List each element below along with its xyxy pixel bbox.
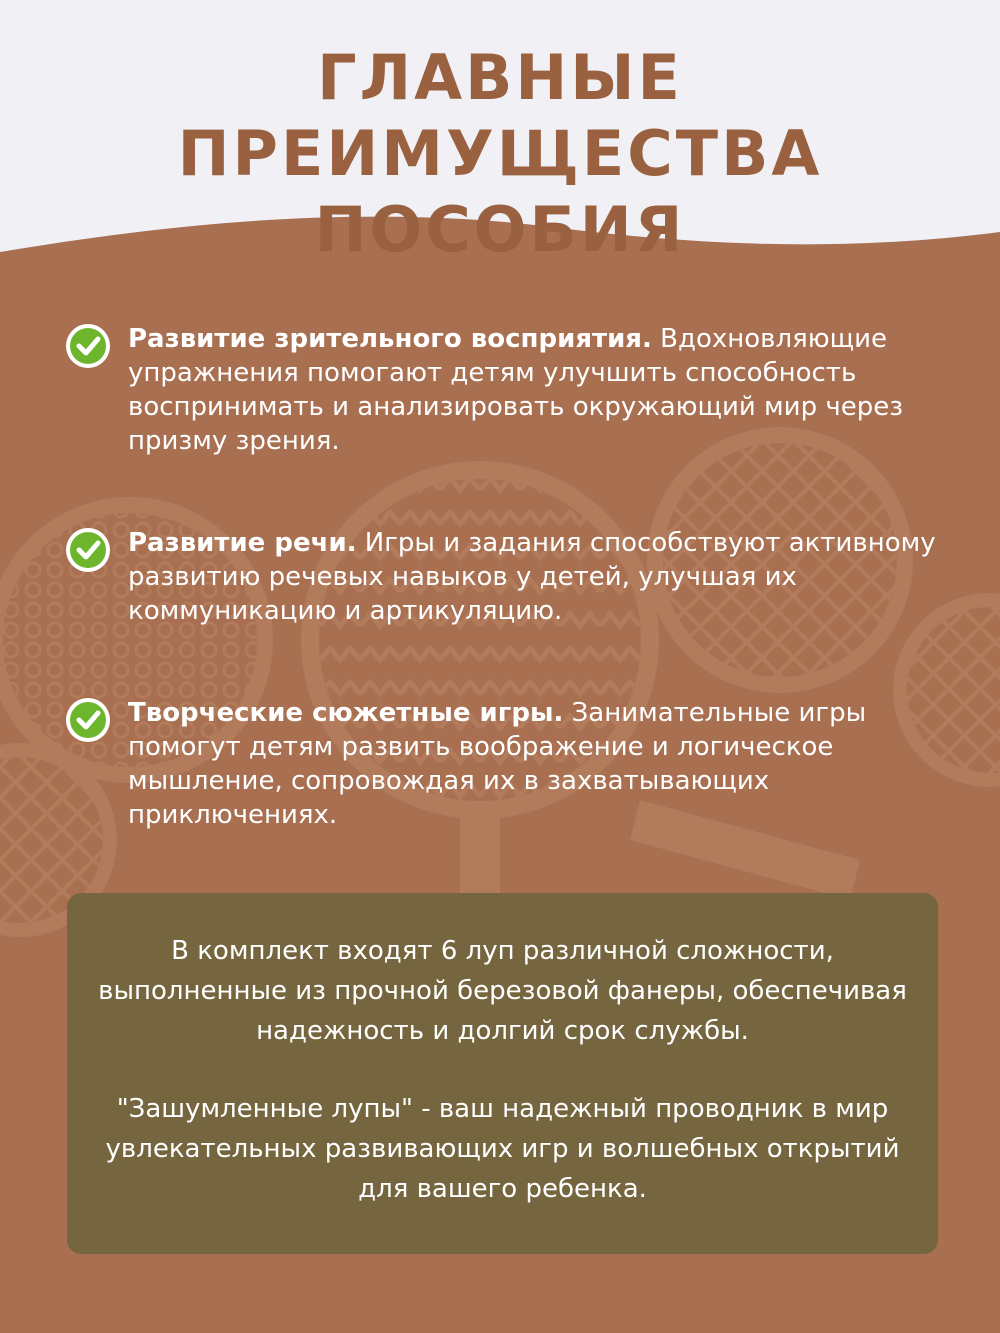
benefit-heading: Развитие речи. <box>128 528 357 558</box>
benefit-description: Игры и задания способствуют активному развитию речевых навыков у детей, улучшая их коммуникацию и артикуляцию. <box>128 528 936 626</box>
benefit-heading: Развитие зрительного восприятия. <box>128 324 652 354</box>
check-circle-icon <box>64 526 112 574</box>
benefit-description: Вдохновляющие упражнения помогают детям улучшить способность воспринимать и анализировать окружающий мир через призму зрения. <box>128 324 904 456</box>
benefit-text <box>128 526 958 628</box>
check-circle-icon <box>64 696 112 744</box>
info-paragraph-kit: В комплект входят 6 луп различной сложности, выполненные из прочной березовой фанеры, обеспечивая надежность и долгий срок службы. <box>98 936 907 1046</box>
benefit-heading: Творческие сюжетные игры. <box>128 698 564 728</box>
page-title <box>0 40 1000 268</box>
benefit-description: Занимательные игры помогут детям развить воображение и логическое мышление, сопровождая их в захватывающих приключениях. <box>128 698 867 830</box>
info-paragraph-slogan: "Зашумленные лупы" - ваш надежный проводник в мир увлекательных развивающих игр и волшебных открытий для вашего ребенка. <box>105 1094 900 1204</box>
check-circle-icon <box>64 322 112 370</box>
title-line-2: ПОСОБИЯ <box>314 193 686 266</box>
benefit-text <box>128 322 958 458</box>
info-box <box>67 893 938 1254</box>
title-line-1: ГЛАВНЫЕ ПРЕИМУЩЕСТВА <box>177 41 823 190</box>
benefit-text <box>128 696 958 832</box>
